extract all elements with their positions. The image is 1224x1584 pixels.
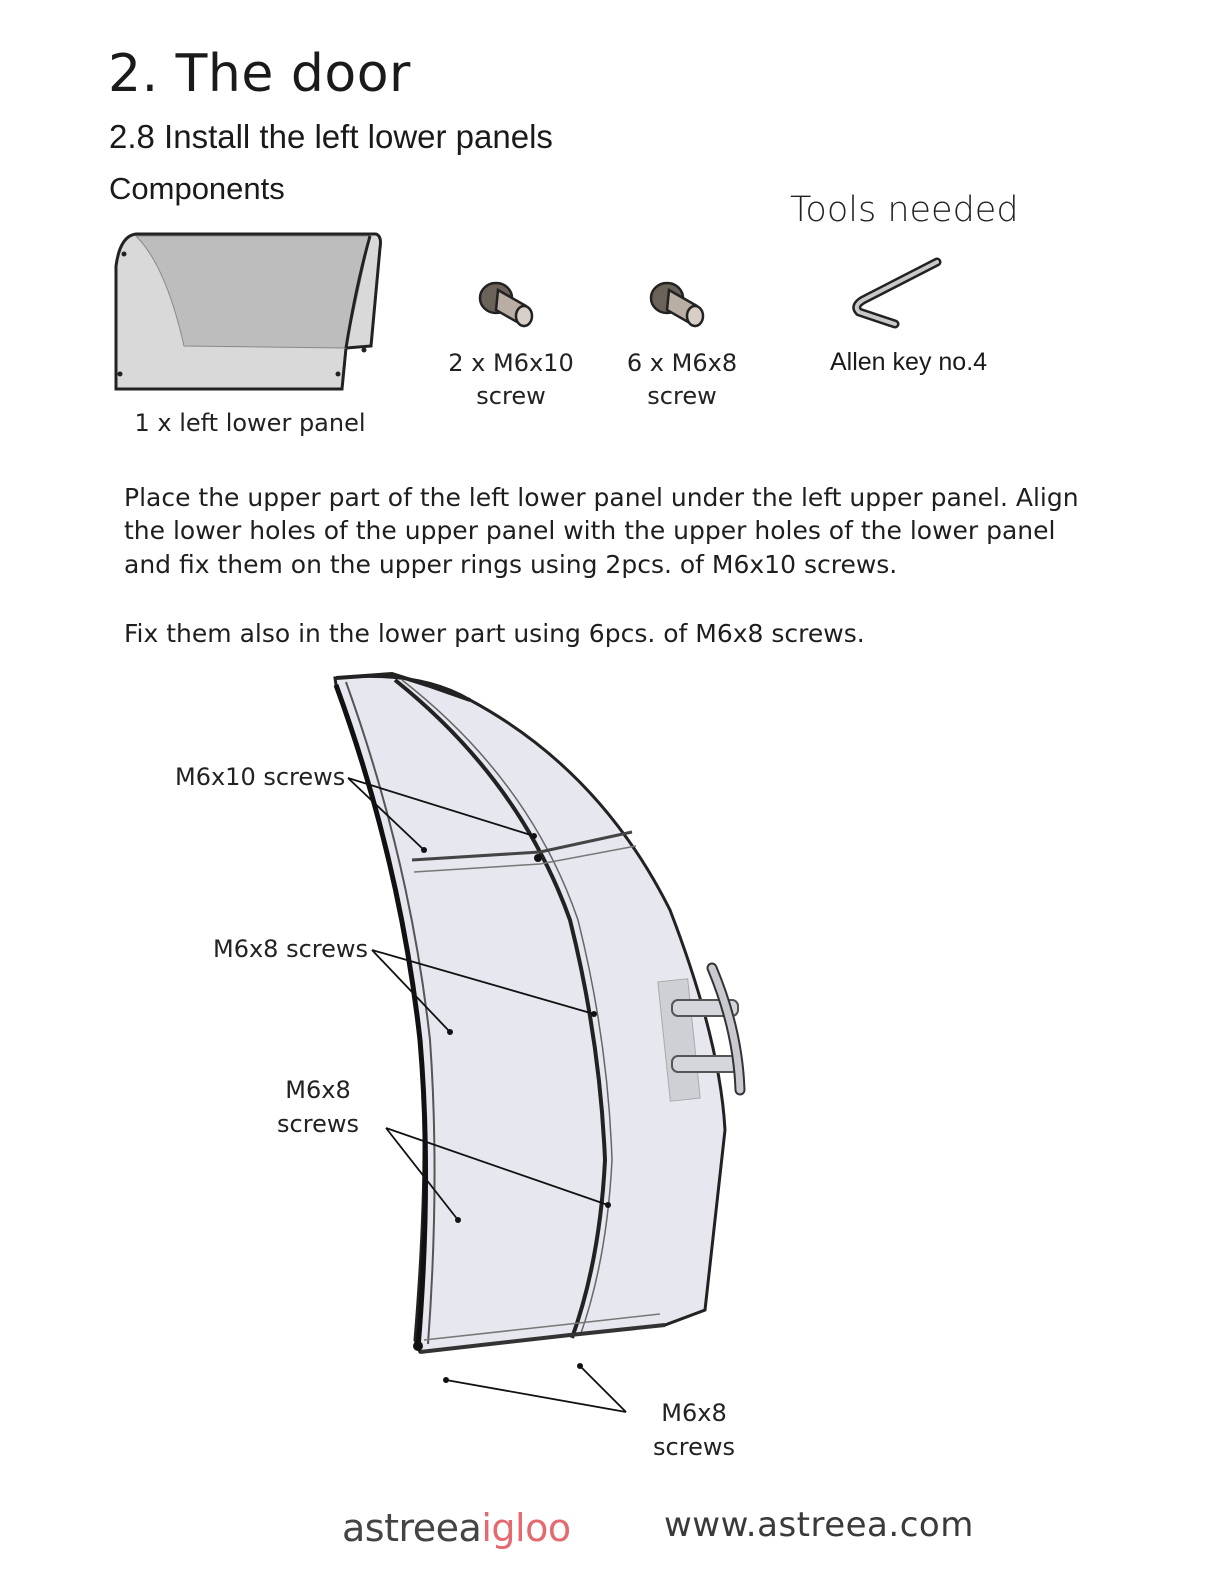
- allen-key-caption: Allen key no.4: [830, 348, 988, 376]
- brand-name-part1: astreea: [342, 1506, 482, 1550]
- instruction-line-3: and fix them on the upper rings using 2pcs. of M6x10 screws.: [124, 550, 898, 579]
- callout-m6x10: M6x10 screws: [175, 763, 346, 791]
- allen-key-icon: [845, 254, 949, 330]
- callout-m6x8-b-line1: M6x8: [285, 1076, 351, 1104]
- step-title: 2.8 Install the left lower panels: [109, 118, 553, 155]
- panel-caption: 1 x left lower panel: [134, 409, 366, 437]
- brand-name-part2: igloo: [481, 1506, 571, 1550]
- left-lower-panel-icon: [106, 226, 386, 396]
- instruction-line-4: Fix them also in the lower part using 6pcs. of M6x8 screws.: [124, 619, 865, 648]
- screw-a-qty: 2 x M6x10: [448, 349, 574, 377]
- screw-b-label: screw: [647, 382, 717, 410]
- instruction-line-2: the lower holes of the upper panel with the upper holes of the lower panel: [124, 516, 1056, 545]
- callout-m6x8-b-line2: screws: [277, 1110, 359, 1138]
- screw-icon: [474, 276, 540, 334]
- tools-heading: Tools needed: [790, 190, 1019, 230]
- screw-b-qty: 6 x M6x8: [626, 349, 738, 377]
- components-heading: Components: [109, 171, 285, 206]
- website-link[interactable]: www.astreea.com: [664, 1505, 974, 1545]
- section-title: 2. The door: [108, 44, 411, 104]
- brand-logo: [342, 1506, 571, 1550]
- instruction-line-1: Place the upper part of the left lower panel under the left upper panel. Align: [124, 483, 1079, 512]
- callout-m6x8-a: M6x8 screws: [213, 935, 369, 963]
- screw-icon: [645, 276, 711, 334]
- callout-m6x8-c-line2: screws: [653, 1433, 735, 1461]
- screw-a-label: screw: [476, 382, 546, 410]
- callout-m6x8-c-line1: M6x8: [661, 1399, 727, 1427]
